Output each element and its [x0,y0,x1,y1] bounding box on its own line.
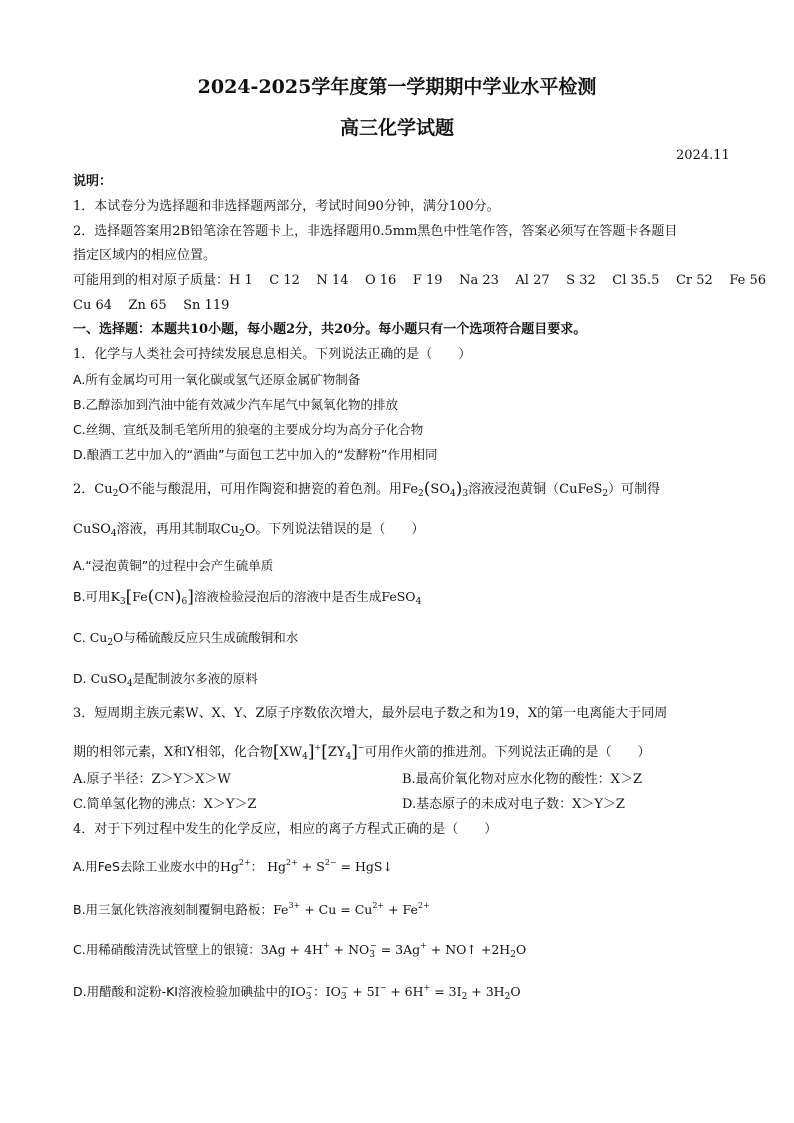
exam-date: 2024.11 [676,148,730,163]
q2-option-d: D. CuSO$_4$是配制波尔多液的原料 [73,671,258,689]
instruction-2a: 2．选择题答案用2B铅笔涂在答题卡上，非选择题用0.5mm黑色中性笔作答，答案必须写在答题卡各题目 [73,224,678,239]
q3-option-d: D.基态原子的未成对电子数：X＞Y＞Z [402,797,625,812]
q4-stem: 4．对于下列过程中发生的化学反应，相应的离子方程式正确的是（ ） [73,822,498,837]
q3-stem-line2: 期的相邻元素，X和Y相邻，化合物$[XW_4]^+[ZY_4]^-$可用作火箭的推进剂。下列说法正确的是（ ） [73,742,651,762]
atomic-masses-2: Cu 64 Zn 65 Sn 119 [73,298,230,313]
q1-option-b: B.乙醇添加到汽油中能有效减少汽车尾气中氮氧化物的排放 [73,397,399,412]
q3-option-a: A.原子半径：Z＞Y＞X＞W [73,772,231,787]
instruction-1: 1．本试卷分为选择题和非选择题两部分，考试时间90分钟，满分100分。 [73,199,500,214]
instructions-heading: 说明： [73,174,113,189]
q2-option-c: C. $Cu_2O$与稀硫酸反应只生成硫酸铜和水 [73,630,299,648]
q4-option-d: D.用醋酸和淀粉-KI溶液检验加碘盐中的$IO_3^-$：$IO_3^- + 5I^- + 6H^+ = 3I_2 + 3H_2O$ [73,983,521,1002]
q3-option-b: B.最高价氧化物对应水化物的酸性：X＞Z [402,772,642,787]
section-1-heading: 一、选择题：本题共10小题，每小题2分，共20分。每小题只有一个选项符合题目要求。 [73,322,587,337]
exam-title: 2024-2025学年度第一学期期中学业水平检测 [197,76,597,98]
q2-stem-line2: CuSO$_4$溶液，再用其制取$Cu_2O$。下列说法错误的是（ ） [73,522,425,539]
q2-option-a: A.“浸泡黄铜”的过程中会产生硫单质 [73,558,274,573]
q1-stem: 1．化学与人类社会可持续发展息息相关。下列说法正确的是（ ） [73,347,472,362]
q3-option-c: C.简单氢化物的沸点：X＞Y＞Z [73,797,257,812]
q2-stem-line1: 2．$Cu_2O$不能与酸混用，可用作陶瓷和搪瓷的着色剂。用$Fe_2(SO_4)_3$溶液浸泡黄铜（CuFeS$_2$）可制得 [73,479,661,499]
q4-option-b: B.用三氯化铁溶液刻制覆铜电路板：$Fe^{3+} + Cu = Cu^{2+} + Fe^{2+}$ [73,901,430,917]
q1-option-d: D.酿酒工艺中加入的“酒曲”与面包工艺中加入的“发酵粉”作用相同 [73,447,438,462]
exam-subtitle: 高三化学试题 [339,117,454,139]
instruction-2b: 指定区域内的相应位置。 [73,248,217,263]
q3-stem-line1: 3．短周期主族元素W、X、Y、Z原子序数依次增大，最外层电子数之和为19，X的第一电离能大于同周 [73,706,668,721]
q2-option-b: B.可用$K_3[Fe(CN)_6]$溶液检验浸泡后的溶液中是否生成FeSO$_4$ [73,587,422,607]
q4-option-c: C.用稀硝酸清洗试管壁上的银镜：$3Ag + 4H^+ + NO_3^- = 3Ag^+$ + NO↑ $+2H_2O$ [73,941,527,960]
q4-option-a: A.用FeS去除工业废水中的$Hg^{2+}$： $Hg^{2+} + S^{2-}$ = HgS↓ [73,858,393,874]
atomic-masses-1: 可能用到的相对原子质量：H 1 C 12 N 14 O 16 F 19 Na 23 Al 27 S 32 Cl 35.5 Cr 52 Fe 56 [73,273,767,288]
q1-option-a: A.所有金属均可用一氧化碳或氢气还原金属矿物制备 [73,372,361,387]
q1-option-c: C.丝绸、宣纸及制毛笔所用的狼毫的主要成分均为高分子化合物 [73,422,424,437]
